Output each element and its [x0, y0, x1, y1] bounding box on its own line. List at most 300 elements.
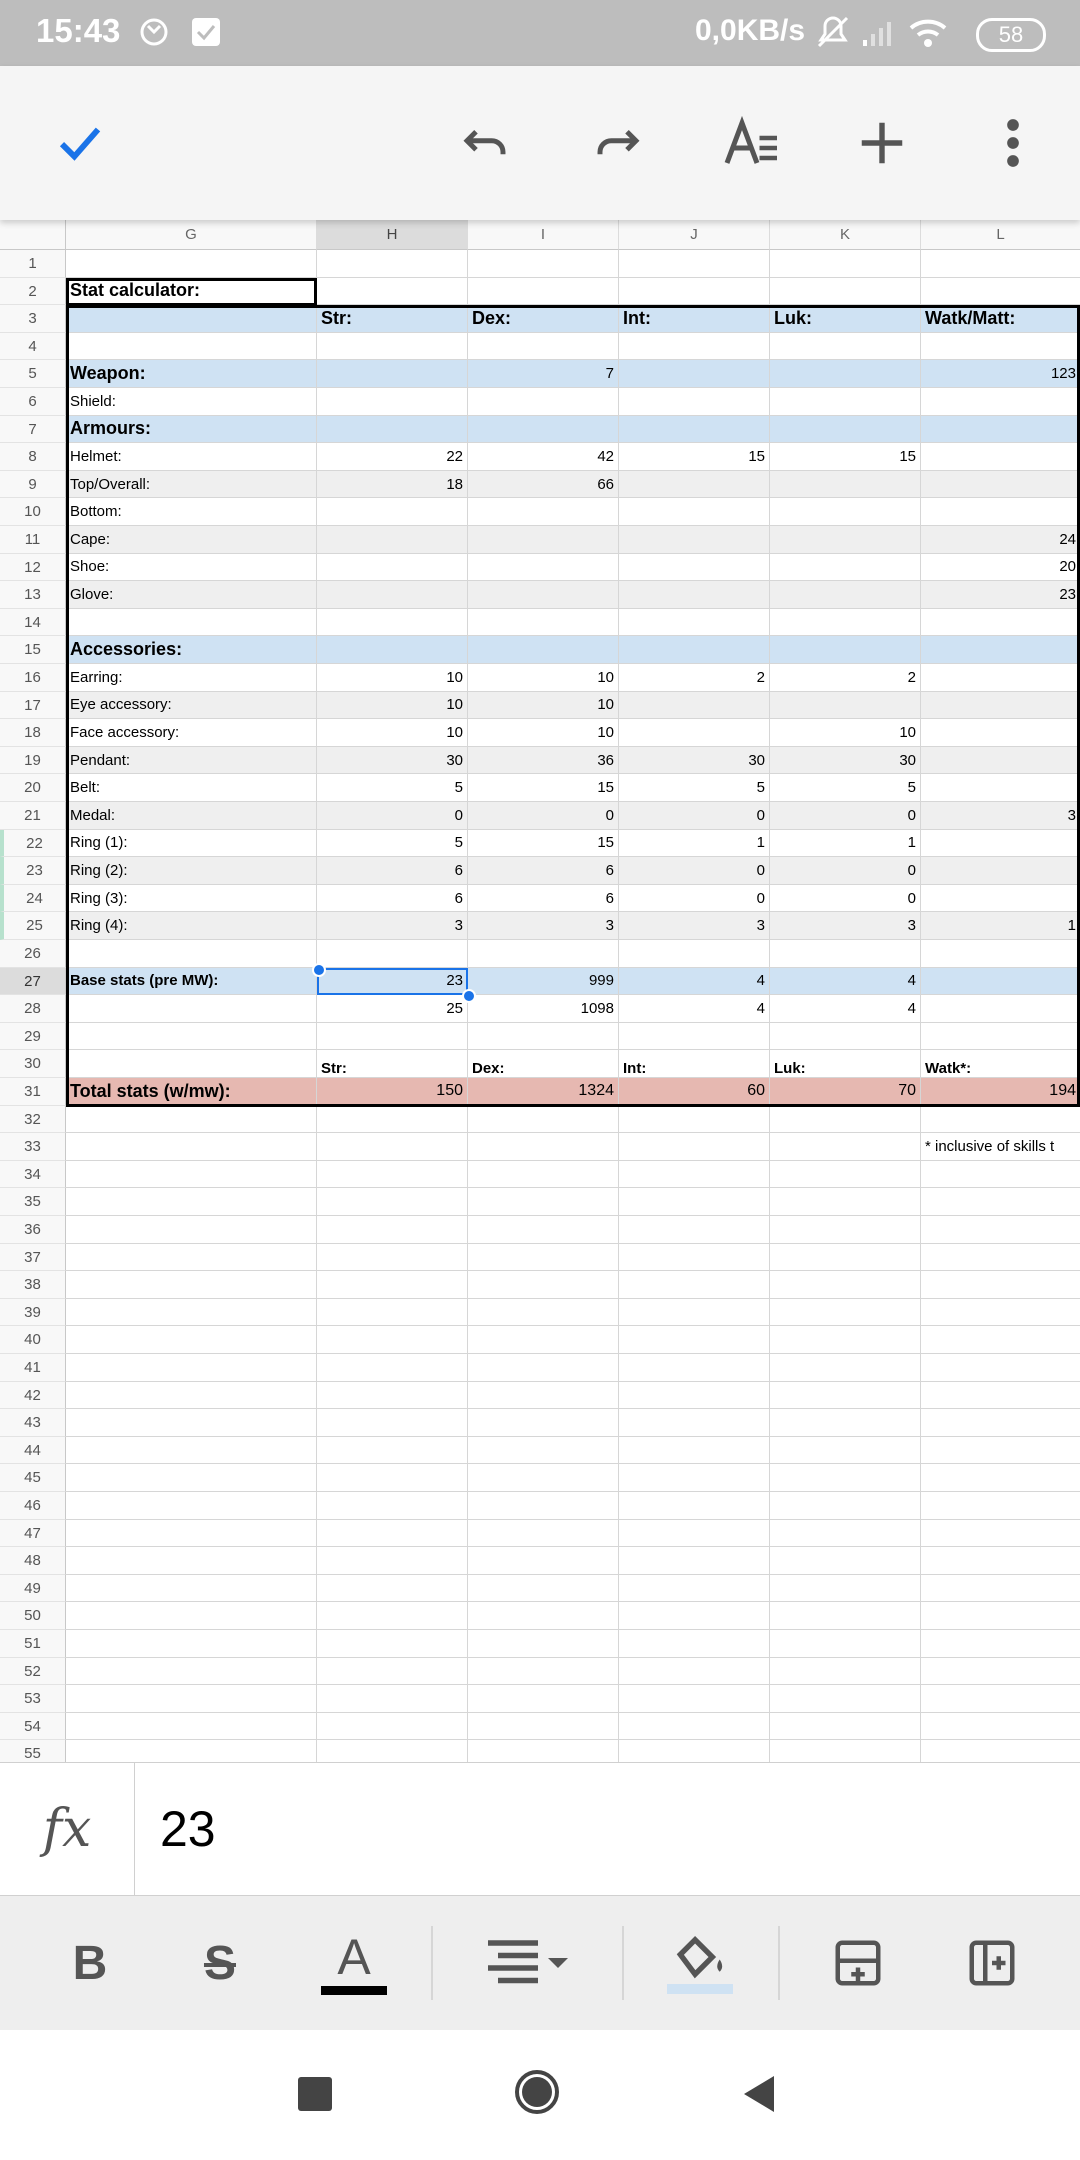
row-header[interactable]: 26	[0, 940, 66, 968]
cell[interactable]	[921, 1492, 1080, 1520]
value-cell[interactable]	[921, 857, 1080, 885]
value-cell[interactable]: 60	[619, 1078, 770, 1106]
cell[interactable]	[317, 1382, 468, 1410]
value-cell[interactable]: 10	[468, 719, 619, 747]
value-cell[interactable]: 5	[619, 774, 770, 802]
cell[interactable]	[317, 333, 468, 361]
cell[interactable]	[921, 1409, 1080, 1437]
row-header[interactable]: 20	[0, 774, 66, 802]
row-header[interactable]: 18	[0, 719, 66, 747]
value-cell[interactable]	[770, 581, 921, 609]
row-header[interactable]: 28	[0, 995, 66, 1023]
value-cell[interactable]	[619, 581, 770, 609]
row-label[interactable]: Top/Overall:	[66, 471, 317, 499]
cell[interactable]	[770, 1271, 921, 1299]
cell[interactable]	[66, 1492, 317, 1520]
cell[interactable]	[66, 1409, 317, 1437]
value-cell[interactable]	[770, 416, 921, 444]
cell[interactable]	[317, 1685, 468, 1713]
column-label[interactable]: Str:	[317, 1050, 468, 1078]
row-header[interactable]: 23	[0, 857, 66, 885]
cell[interactable]	[770, 1630, 921, 1658]
row-header[interactable]: 3	[0, 305, 66, 333]
strikethrough-button[interactable]	[180, 1896, 260, 2030]
value-cell[interactable]: 10	[468, 692, 619, 720]
cell[interactable]	[317, 1740, 468, 1762]
cell[interactable]	[66, 1216, 317, 1244]
cell[interactable]	[921, 1437, 1080, 1465]
cell[interactable]	[619, 1244, 770, 1272]
row-header[interactable]: 12	[0, 554, 66, 582]
value-cell[interactable]: 4	[619, 968, 770, 996]
value-cell[interactable]	[619, 554, 770, 582]
value-cell[interactable]: 150	[317, 1078, 468, 1106]
cell[interactable]	[468, 1520, 619, 1548]
cell[interactable]	[619, 1023, 770, 1051]
row-header[interactable]: 41	[0, 1354, 66, 1382]
value-cell[interactable]	[770, 636, 921, 664]
value-cell[interactable]: 70	[770, 1078, 921, 1106]
value-cell[interactable]	[317, 581, 468, 609]
value-cell[interactable]: 15	[468, 830, 619, 858]
cell[interactable]	[619, 1326, 770, 1354]
cell[interactable]	[468, 1575, 619, 1603]
check-icon[interactable]	[40, 66, 120, 220]
value-cell[interactable]: 15	[619, 443, 770, 471]
value-cell[interactable]: 18	[317, 471, 468, 499]
value-cell[interactable]: 3	[921, 802, 1080, 830]
row-header[interactable]: 29	[0, 1023, 66, 1051]
cell[interactable]	[770, 1354, 921, 1382]
row-header[interactable]: 4	[0, 333, 66, 361]
cell[interactable]	[921, 1685, 1080, 1713]
cell[interactable]	[468, 1409, 619, 1437]
cell[interactable]	[619, 1216, 770, 1244]
cell[interactable]	[468, 940, 619, 968]
value-cell[interactable]: 25	[317, 995, 468, 1023]
row-label[interactable]: Pendant:	[66, 747, 317, 775]
align-icon[interactable]	[478, 1896, 578, 2030]
cell[interactable]	[770, 1409, 921, 1437]
cell[interactable]	[921, 1547, 1080, 1575]
row-header[interactable]: 16	[0, 664, 66, 692]
value-cell[interactable]	[468, 581, 619, 609]
row-label[interactable]: Belt:	[66, 774, 317, 802]
cell[interactable]	[619, 1464, 770, 1492]
cell[interactable]	[619, 1188, 770, 1216]
value-cell[interactable]: 0	[468, 802, 619, 830]
text-color-button[interactable]	[314, 1896, 394, 2030]
cell[interactable]	[317, 1271, 468, 1299]
row-label[interactable]: Eye accessory:	[66, 692, 317, 720]
value-cell[interactable]	[770, 526, 921, 554]
cell[interactable]	[317, 1216, 468, 1244]
cell[interactable]	[770, 1464, 921, 1492]
cell[interactable]	[921, 250, 1080, 278]
cell[interactable]	[770, 1740, 921, 1762]
cell[interactable]	[619, 1382, 770, 1410]
cell[interactable]	[770, 1437, 921, 1465]
value-cell[interactable]	[770, 471, 921, 499]
cell[interactable]	[468, 1492, 619, 1520]
value-cell[interactable]	[921, 692, 1080, 720]
value-cell[interactable]: 2	[619, 664, 770, 692]
cell[interactable]	[317, 609, 468, 637]
row-header[interactable]: 19	[0, 747, 66, 775]
value-cell[interactable]	[921, 968, 1080, 996]
column-label[interactable]: Luk:	[770, 305, 921, 333]
fill-color-icon[interactable]	[664, 1896, 736, 2030]
insert-column-icon[interactable]	[952, 1896, 1032, 2030]
recent-apps-icon[interactable]	[298, 2077, 332, 2111]
cell[interactable]	[468, 1464, 619, 1492]
row-header[interactable]: 37	[0, 1244, 66, 1272]
cell[interactable]	[317, 1547, 468, 1575]
cell[interactable]	[66, 1658, 317, 1686]
row-header[interactable]: 17	[0, 692, 66, 720]
value-cell[interactable]: 22	[317, 443, 468, 471]
cell[interactable]	[468, 1602, 619, 1630]
value-cell[interactable]: 20	[921, 554, 1080, 582]
cell[interactable]	[921, 1382, 1080, 1410]
cell[interactable]	[468, 1133, 619, 1161]
cell[interactable]	[770, 278, 921, 306]
cell[interactable]	[317, 940, 468, 968]
row-label[interactable]: Armours:	[66, 416, 317, 444]
row-header[interactable]: 35	[0, 1188, 66, 1216]
cell[interactable]	[770, 1299, 921, 1327]
value-cell[interactable]	[921, 995, 1080, 1023]
cell[interactable]	[921, 1188, 1080, 1216]
cell[interactable]	[770, 1575, 921, 1603]
cell[interactable]	[921, 1244, 1080, 1272]
cell[interactable]	[66, 1547, 317, 1575]
cell[interactable]	[66, 1133, 317, 1161]
cell[interactable]	[770, 1547, 921, 1575]
row-label[interactable]: Medal:	[66, 802, 317, 830]
value-cell[interactable]: 1324	[468, 1078, 619, 1106]
row-header[interactable]: 51	[0, 1630, 66, 1658]
cell[interactable]	[317, 1520, 468, 1548]
row-header[interactable]: 34	[0, 1161, 66, 1189]
cell[interactable]	[468, 1244, 619, 1272]
cell[interactable]	[317, 1106, 468, 1134]
cell[interactable]	[317, 278, 468, 306]
column-label[interactable]: Int:	[619, 1050, 770, 1078]
cell[interactable]	[770, 1216, 921, 1244]
row-label[interactable]: Bottom:	[66, 498, 317, 526]
row-header[interactable]: 46	[0, 1492, 66, 1520]
cell[interactable]	[66, 305, 317, 333]
cell[interactable]	[66, 1188, 317, 1216]
cell[interactable]	[921, 278, 1080, 306]
value-cell[interactable]: 30	[317, 747, 468, 775]
cell[interactable]	[921, 1630, 1080, 1658]
cell[interactable]	[770, 1685, 921, 1713]
cell[interactable]	[619, 940, 770, 968]
cell[interactable]	[317, 1575, 468, 1603]
row-label[interactable]: Ring (1):	[66, 830, 317, 858]
cell[interactable]	[468, 609, 619, 637]
cell[interactable]	[468, 1271, 619, 1299]
value-cell[interactable]: 0	[619, 802, 770, 830]
cell[interactable]	[66, 1326, 317, 1354]
cell[interactable]	[619, 1492, 770, 1520]
cell[interactable]	[66, 1023, 317, 1051]
value-cell[interactable]	[619, 388, 770, 416]
cell[interactable]	[468, 1437, 619, 1465]
cell[interactable]	[619, 333, 770, 361]
value-cell[interactable]: 0	[619, 885, 770, 913]
row-header[interactable]: 13	[0, 581, 66, 609]
cell[interactable]	[66, 333, 317, 361]
cell[interactable]	[619, 278, 770, 306]
cell[interactable]	[619, 1685, 770, 1713]
cell[interactable]	[619, 1271, 770, 1299]
cell[interactable]	[921, 1023, 1080, 1051]
redo-icon[interactable]	[578, 66, 658, 220]
cell[interactable]	[619, 250, 770, 278]
value-cell[interactable]: 1	[770, 830, 921, 858]
cell[interactable]	[468, 278, 619, 306]
row-header[interactable]: 24	[0, 885, 66, 913]
cell[interactable]	[317, 1409, 468, 1437]
value-cell[interactable]: 0	[770, 857, 921, 885]
cell[interactable]	[66, 1106, 317, 1134]
row-header[interactable]: 53	[0, 1685, 66, 1713]
value-cell[interactable]: 36	[468, 747, 619, 775]
value-cell[interactable]: 4	[619, 995, 770, 1023]
value-cell[interactable]: 10	[468, 664, 619, 692]
cell[interactable]	[66, 1685, 317, 1713]
value-cell[interactable]: 23	[921, 581, 1080, 609]
row-label[interactable]	[66, 995, 317, 1023]
value-cell[interactable]	[921, 719, 1080, 747]
cell[interactable]	[317, 1492, 468, 1520]
cell[interactable]	[619, 1658, 770, 1686]
row-header[interactable]: 5	[0, 360, 66, 388]
value-cell[interactable]	[921, 830, 1080, 858]
cell[interactable]	[66, 1354, 317, 1382]
row-label[interactable]: Weapon:	[66, 360, 317, 388]
cell[interactable]	[619, 609, 770, 637]
value-cell[interactable]	[770, 498, 921, 526]
value-cell[interactable]: 0	[770, 802, 921, 830]
cell[interactable]	[921, 1299, 1080, 1327]
cell[interactable]	[921, 940, 1080, 968]
cell[interactable]	[468, 1685, 619, 1713]
more-vert-icon[interactable]	[973, 66, 1053, 220]
value-cell[interactable]: 3	[317, 912, 468, 940]
cell[interactable]	[468, 250, 619, 278]
cell[interactable]	[770, 1161, 921, 1189]
value-cell[interactable]: 7	[468, 360, 619, 388]
row-label[interactable]: Accessories:	[66, 636, 317, 664]
row-header[interactable]: 55	[0, 1740, 66, 1762]
value-cell[interactable]	[619, 526, 770, 554]
column-header-g[interactable]: G	[66, 220, 317, 250]
value-cell[interactable]: 0	[619, 857, 770, 885]
cell[interactable]	[619, 1161, 770, 1189]
value-cell[interactable]: 6	[317, 885, 468, 913]
cell[interactable]	[921, 1658, 1080, 1686]
value-cell[interactable]	[619, 636, 770, 664]
cell[interactable]	[619, 1575, 770, 1603]
value-cell[interactable]: 4	[770, 968, 921, 996]
cell[interactable]	[468, 1326, 619, 1354]
row-header[interactable]: 36	[0, 1216, 66, 1244]
value-cell[interactable]	[921, 471, 1080, 499]
cell[interactable]	[770, 1188, 921, 1216]
cell[interactable]	[921, 1354, 1080, 1382]
value-cell[interactable]: 5	[317, 830, 468, 858]
cell[interactable]	[317, 1326, 468, 1354]
column-label[interactable]: Dex:	[468, 305, 619, 333]
text-format-icon[interactable]	[712, 66, 792, 220]
cell[interactable]	[770, 1106, 921, 1134]
cell[interactable]	[619, 1409, 770, 1437]
row-label[interactable]: Ring (3):	[66, 885, 317, 913]
value-cell[interactable]	[619, 719, 770, 747]
value-cell[interactable]	[770, 554, 921, 582]
value-cell[interactable]	[317, 526, 468, 554]
cell[interactable]	[317, 1464, 468, 1492]
cell[interactable]	[317, 1630, 468, 1658]
value-cell[interactable]	[619, 692, 770, 720]
value-cell[interactable]: 6	[468, 857, 619, 885]
cell[interactable]	[921, 1161, 1080, 1189]
row-header[interactable]: 10	[0, 498, 66, 526]
cell[interactable]	[66, 940, 317, 968]
value-cell[interactable]	[921, 774, 1080, 802]
home-icon[interactable]	[515, 2070, 559, 2114]
row-header[interactable]: 33	[0, 1133, 66, 1161]
value-cell[interactable]	[921, 416, 1080, 444]
cell[interactable]	[921, 609, 1080, 637]
row-header[interactable]: 39	[0, 1299, 66, 1327]
cell[interactable]	[468, 1658, 619, 1686]
cell[interactable]	[468, 1713, 619, 1741]
row-header[interactable]: 31	[0, 1078, 66, 1106]
cell[interactable]	[66, 1437, 317, 1465]
value-cell[interactable]	[468, 636, 619, 664]
value-cell[interactable]	[921, 443, 1080, 471]
cell[interactable]	[66, 1575, 317, 1603]
cell[interactable]	[468, 1106, 619, 1134]
value-cell[interactable]	[317, 636, 468, 664]
cell[interactable]	[921, 1464, 1080, 1492]
value-cell[interactable]	[921, 747, 1080, 775]
cell[interactable]	[66, 1271, 317, 1299]
cell[interactable]	[619, 1547, 770, 1575]
cell[interactable]	[468, 1354, 619, 1382]
insert-row-icon[interactable]	[818, 1896, 898, 2030]
value-cell[interactable]: 194	[921, 1078, 1080, 1106]
row-header[interactable]: 2	[0, 278, 66, 306]
row-header[interactable]: 7	[0, 416, 66, 444]
cell[interactable]	[619, 1354, 770, 1382]
row-header[interactable]: 30	[0, 1050, 66, 1078]
cell[interactable]	[317, 1299, 468, 1327]
value-cell[interactable]: 3	[770, 912, 921, 940]
cell[interactable]	[770, 250, 921, 278]
value-cell[interactable]	[468, 498, 619, 526]
row-header[interactable]: 15	[0, 636, 66, 664]
value-cell[interactable]	[619, 416, 770, 444]
value-cell[interactable]: 15	[468, 774, 619, 802]
select-all-corner[interactable]	[0, 220, 66, 250]
value-cell[interactable]	[468, 388, 619, 416]
row-label[interactable]: Ring (4):	[66, 912, 317, 940]
row-header[interactable]: 54	[0, 1713, 66, 1741]
row-label[interactable]: Shoe:	[66, 554, 317, 582]
value-cell[interactable]	[317, 498, 468, 526]
value-cell[interactable]: 4	[770, 995, 921, 1023]
row-header[interactable]: 32	[0, 1106, 66, 1134]
cell[interactable]	[66, 1520, 317, 1548]
value-cell[interactable]	[921, 636, 1080, 664]
value-cell[interactable]: 1	[619, 830, 770, 858]
cell[interactable]	[66, 1382, 317, 1410]
value-cell[interactable]: 3	[619, 912, 770, 940]
cell[interactable]	[66, 1161, 317, 1189]
cell[interactable]	[317, 1602, 468, 1630]
value-cell[interactable]: 24	[921, 526, 1080, 554]
cell[interactable]	[770, 333, 921, 361]
cell[interactable]	[619, 1740, 770, 1762]
value-cell[interactable]: 999	[468, 968, 619, 996]
row-label[interactable]: Shield:	[66, 388, 317, 416]
cell[interactable]	[619, 1437, 770, 1465]
cell[interactable]	[921, 1602, 1080, 1630]
value-cell[interactable]: 30	[619, 747, 770, 775]
cell[interactable]	[468, 1188, 619, 1216]
selection-handle-top[interactable]	[312, 963, 326, 977]
value-cell[interactable]	[468, 526, 619, 554]
row-header[interactable]: 14	[0, 609, 66, 637]
cell[interactable]	[770, 1133, 921, 1161]
cell[interactable]	[66, 1713, 317, 1741]
row-header[interactable]: 1	[0, 250, 66, 278]
formula-input[interactable]: 23	[160, 1801, 216, 1857]
row-header[interactable]: 45	[0, 1464, 66, 1492]
row-header[interactable]: 38	[0, 1271, 66, 1299]
row-label[interactable]: Cape:	[66, 526, 317, 554]
value-cell[interactable]: 5	[317, 774, 468, 802]
column-header-h[interactable]: H	[317, 220, 468, 250]
bold-button[interactable]: B	[72, 1936, 108, 1990]
value-cell[interactable]	[770, 388, 921, 416]
cell[interactable]	[66, 609, 317, 637]
cell[interactable]	[468, 1161, 619, 1189]
row-header[interactable]: 43	[0, 1409, 66, 1437]
column-header-j[interactable]: J	[619, 220, 770, 250]
value-cell[interactable]: 66	[468, 471, 619, 499]
cell[interactable]	[619, 1602, 770, 1630]
column-label[interactable]: Luk:	[770, 1050, 921, 1078]
undo-icon[interactable]	[445, 66, 525, 220]
value-cell[interactable]	[317, 388, 468, 416]
row-header[interactable]: 47	[0, 1520, 66, 1548]
cell[interactable]	[317, 1161, 468, 1189]
cell[interactable]	[619, 1713, 770, 1741]
row-header[interactable]: 44	[0, 1437, 66, 1465]
value-cell[interactable]	[921, 885, 1080, 913]
cell[interactable]	[770, 1023, 921, 1051]
cell[interactable]	[619, 1106, 770, 1134]
cell[interactable]	[921, 333, 1080, 361]
value-cell[interactable]	[770, 692, 921, 720]
